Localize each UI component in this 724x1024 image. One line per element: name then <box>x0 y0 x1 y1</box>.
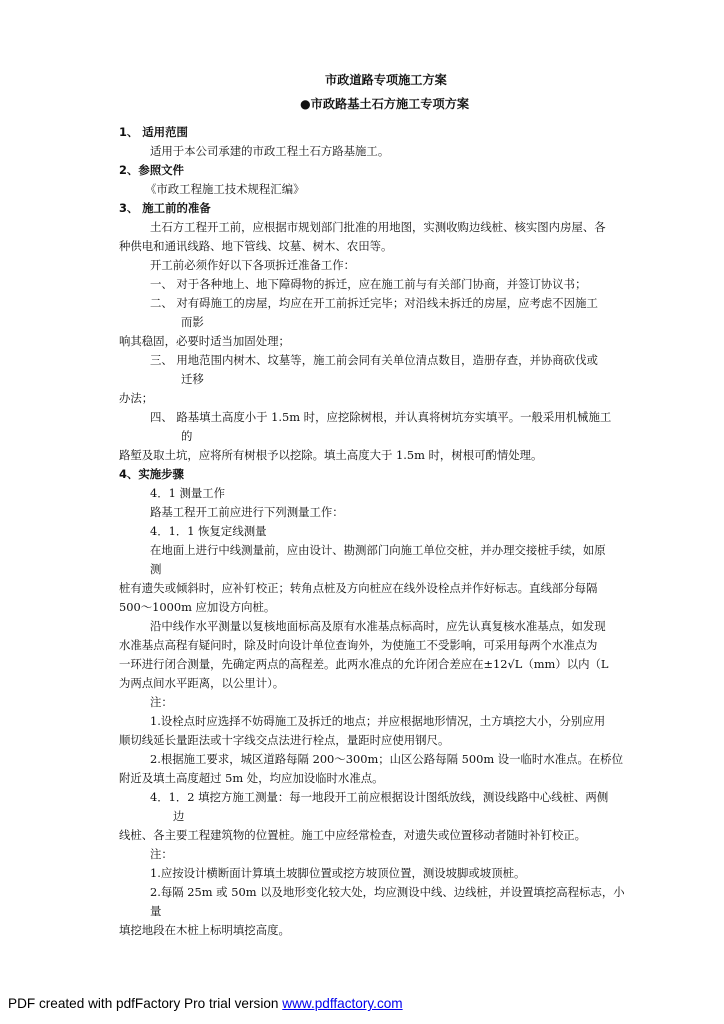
paragraph-line: 路堑及取土坑，应将所有树根予以挖除。填土高度大于 1.5m 时，树根可酌情处理。 <box>119 448 543 462</box>
paragraph-line: 《市政工程施工技术规程汇编》 <box>145 182 305 196</box>
paragraph-line: 沿中线作水平测量以复核地面标高及原有水准基点标高时，应先认真复核水准基点，如发现 <box>150 619 606 633</box>
note-label: 注： <box>150 847 173 861</box>
page-title: 市政道路专项施工方案 <box>325 73 447 87</box>
heading-steps: 4、实施步骤 <box>119 467 184 481</box>
list-item-1: 一、 对于各种地上、地下障碍物的拆迁，应在施工前与有关部门协商，并签订协议书； <box>150 277 587 291</box>
note-item-2: 2.根据施工要求，城区道路每隔 200～300m；山区公路每隔 500m 设一临时水准点。在桥位 <box>150 752 624 766</box>
paragraph-line: 测 <box>150 562 162 576</box>
paragraph-line: 桩有遗失或倾斜时，应补钉校正；转角点桩及方向桩应在线外设栓点并作好标志。直线部分每隔 <box>119 581 598 595</box>
paragraph-line: 水准基点高程有疑问时，除及时向设计单位查询外，为使施工不受影响，可采用每两个水准点为 <box>119 638 598 652</box>
note-item-2: 2.每隔 25m 或 50m 以及地形变化较大处，均应测设中线、边线桩，并设置填挖高程标志，小 <box>150 885 625 899</box>
paragraph-line: 线桩、各主要工程建筑物的位置桩。施工中应经常检查，对遗失或位置移动者随时补钉校正。 <box>119 828 587 842</box>
paragraph-line: 500～1000m 应加设方向桩。 <box>119 600 276 614</box>
paragraph-line: 为两点间水平距离，以公里计）。 <box>119 676 285 690</box>
subheading-alignment: 4．1．1 恢复定线测量 <box>150 524 267 538</box>
paragraph-line: 种供电和通讯线路、地下管线、坟墓、树木、农田等。 <box>119 239 393 253</box>
note-item-1: 1.应按设计横断面计算填土坡脚位置或挖方坡顶位置，测设坡脚或坡顶桩。 <box>150 866 526 880</box>
paragraph-line: 填挖地段在木桩上标明填挖高度。 <box>119 923 290 937</box>
subheading-fill-cut: 4．1．2 填挖方施工测量：每一地段开工前应根据设计图纸放线，测设线路中心线桩、两侧 <box>150 790 609 804</box>
paragraph-line: 适用于本公司承建的市政工程土石方路基施工。 <box>150 144 390 158</box>
paragraph-line: 一环进行闭合测量，先确定两点的高程差。此两水准点的允许闭合差应在±12√L（mm）以内（L <box>119 657 609 671</box>
paragraph-line: 附近及填土高度超过 5m 处，均应加设临时水准点。 <box>119 771 384 785</box>
heading-references: 2、参照文件 <box>119 163 184 177</box>
paragraph-line: 响其稳固，必要时适当加固处理； <box>119 334 290 348</box>
section-subtitle: ●市政路基土石方施工专项方案 <box>300 97 470 111</box>
list-item-4: 四、 路基填土高度小于 1.5m 时，应挖除树根，并认真将树坑夯实填平。一般采用机械施工 <box>150 410 612 424</box>
note-label: 注： <box>150 695 173 709</box>
paragraph-line: 在地面上进行中线测量前，应由设计、勘测部门向施工单位交桩，并办理交接桩手续，如原 <box>150 543 606 557</box>
paragraph-line: 量 <box>150 904 162 918</box>
heading-preparation: 3、 施工前的准备 <box>119 201 211 215</box>
footer-text: PDF created with pdfFactory Pro trial version <box>8 996 283 1011</box>
paragraph-line: 土石方工程开工前，应根据市规划部门批准的用地图，实测收购边线桩、核实图内房屋、各 <box>150 220 606 234</box>
paragraph-line: 路基工程开工前应进行下列测量工作： <box>150 505 344 519</box>
pdffactory-link[interactable]: www.pdffactory.com <box>282 996 403 1011</box>
paragraph-line: 开工前必须作好以下各项拆迁准备工作： <box>150 258 356 272</box>
heading-scope: 1、 适用范围 <box>119 125 188 139</box>
paragraph-line: 边 <box>173 809 185 823</box>
list-item-2: 二、 对有碍施工的房屋，均应在开工前拆迁完毕；对沿线未拆迁的房屋，应考虑不因施工 <box>150 296 598 310</box>
pdf-footer <box>8 996 403 1011</box>
list-item-2-continuation: 而影 <box>181 315 204 329</box>
list-item-4-continuation: 的 <box>181 429 193 443</box>
note-item-1: 1.设栓点时应选择不妨碍施工及拆迁的地点；并应根据地形情况，土方填挖大小，分别应用 <box>150 714 606 728</box>
paragraph-line: 顺切线延长量距法或十字线交点法进行栓点，量距时应使用钢尺。 <box>119 733 450 747</box>
paragraph-line: 办法； <box>119 391 154 405</box>
subheading-survey: 4．1 测量工作 <box>150 486 226 500</box>
list-item-3-continuation: 迁移 <box>181 372 204 386</box>
list-item-3: 三、 用地范围内树木、坟墓等，施工前会同有关单位清点数目，造册存查，并协商砍伐或 <box>150 353 598 367</box>
